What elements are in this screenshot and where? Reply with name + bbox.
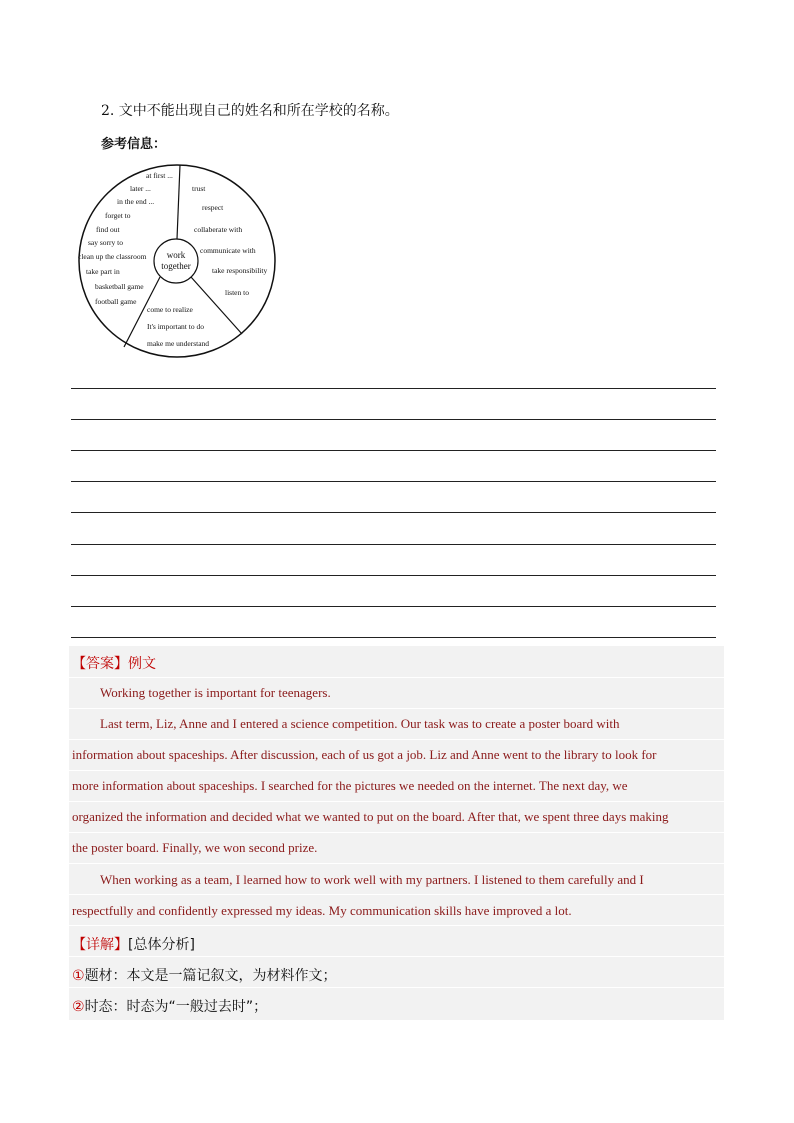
wheel-left-item: clean up the classroom: [78, 252, 147, 261]
wheel-left-item: take part in: [86, 267, 120, 276]
detail-header: [72, 934, 195, 954]
detail-item-1-number: ①: [72, 968, 85, 984]
wheel-left-item: in the end ...: [117, 197, 155, 206]
wheel-left-item: say sorry to: [88, 238, 123, 247]
answer-line: information about spaceships. After discussion, each of us got a job. Liz and Anne went to the library to look for: [72, 747, 657, 762]
wheel-bottom-item: come to realize: [147, 305, 193, 314]
wheel-right-item: trust: [192, 184, 206, 193]
detail-item-1-text: 题材：本文是一篇记叙文，为材料作文；: [84, 968, 337, 984]
wheel-left-item: football game: [95, 297, 137, 306]
reference-label: 参考信息：: [101, 137, 167, 152]
answer-header-label: 例文: [128, 656, 156, 672]
wheel-center-word-1: work: [166, 250, 186, 260]
answer-line: more information about spaceships. I searched for the pictures we needed on the internet. The next day, we: [72, 778, 628, 793]
wheel-center-word-2: together: [161, 261, 191, 271]
wheel-right-item: collaberate with: [194, 225, 243, 234]
wheel-left-item: at first ...: [146, 171, 173, 180]
writing-line[interactable]: [71, 512, 716, 513]
wheel-right-item: communicate with: [200, 246, 256, 255]
wheel-bottom-item: It's important to do: [147, 322, 204, 331]
detail-item-2-number: ②: [72, 999, 85, 1015]
detail-item-1: [72, 965, 337, 985]
writing-line[interactable]: [71, 450, 716, 451]
writing-line[interactable]: [71, 606, 716, 607]
writing-line[interactable]: [71, 575, 716, 576]
wheel-left-item: basketball game: [95, 282, 144, 291]
answer-line: the poster board. Finally, we won second prize.: [72, 840, 318, 855]
wheel-divider-top: [177, 165, 180, 239]
wheel-right-item: listen to: [225, 288, 249, 297]
wheel-left-item: forget to: [105, 211, 131, 220]
detail-item-2: [72, 996, 267, 1016]
answer-row-divider: [69, 646, 724, 678]
answer-line: When working as a team, I learned how to work well with my partners. I listened to them carefully and I: [100, 872, 644, 887]
detail-header-label: [总体分析]: [128, 937, 195, 953]
detail-item-2-text: 时态：时态为“一般过去时”；: [84, 999, 268, 1015]
writing-line[interactable]: [71, 419, 716, 420]
writing-line[interactable]: [71, 481, 716, 482]
answer-line: respectfully and confidently expressed my ideas. My communication skills have improved a lot.: [72, 903, 572, 918]
wheel-right-item: take responsibility: [212, 266, 268, 275]
wheel-right-item: respect: [202, 203, 224, 212]
wheel-left-item: later ...: [130, 184, 151, 193]
answer-header-bracket: 【答案】: [72, 656, 128, 672]
answer-line: Working together is important for teenagers.: [100, 685, 331, 700]
wheel-bottom-item: make me understand: [147, 339, 210, 348]
writing-line[interactable]: [71, 637, 716, 638]
requirement-text: 2. 文中不能出现自己的姓名和所在学校的名称。: [101, 103, 399, 119]
answer-header: [72, 653, 156, 673]
wheel-left-item: find out: [96, 225, 120, 234]
writing-line[interactable]: [71, 544, 716, 545]
answer-line: Last term, Liz, Anne and I entered a science competition. Our task was to create a poster board with: [100, 716, 620, 731]
writing-line[interactable]: [71, 388, 716, 389]
answer-line: organized the information and decided what we wanted to put on the board. After that, we spent three days making: [72, 809, 669, 824]
detail-header-bracket: 【详解】: [72, 937, 128, 953]
work-together-wheel: [74, 162, 280, 360]
